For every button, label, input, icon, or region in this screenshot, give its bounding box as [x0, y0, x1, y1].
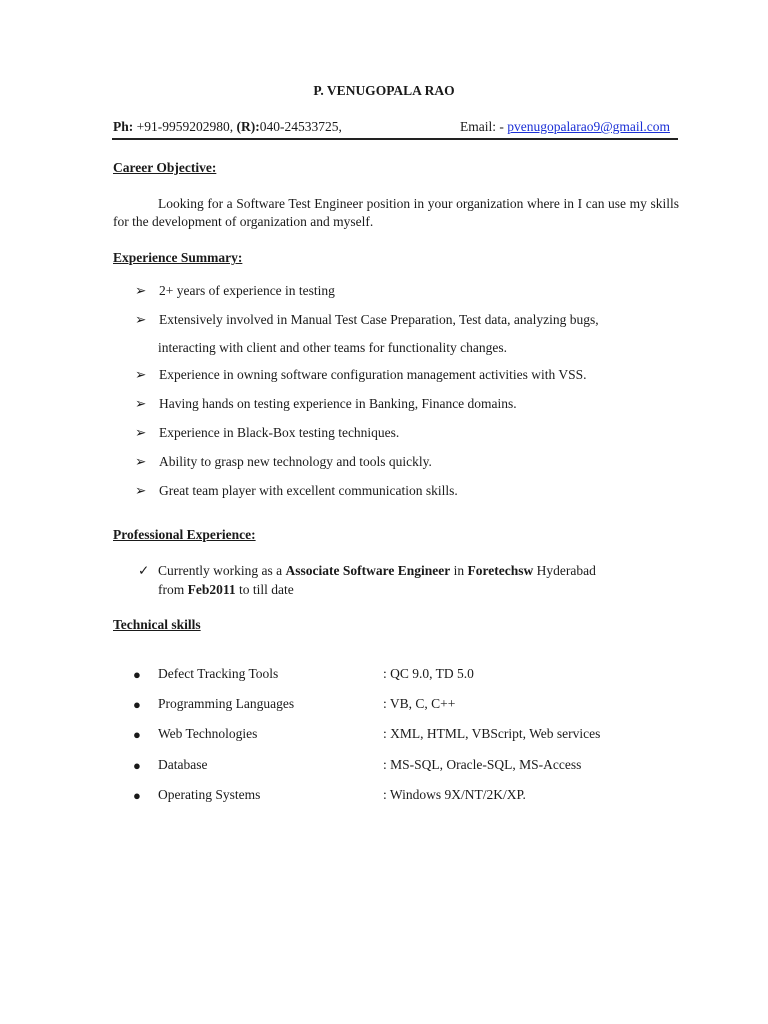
list-item: ➢ Experience in Black-Box testing techniques. [135, 425, 400, 440]
arrow-bullet-icon: ➢ [135, 454, 147, 469]
arrow-bullet-icon: ➢ [135, 367, 147, 382]
job-title: Associate Software Engineer [285, 563, 451, 578]
professional-experience-item: ✓ Currently working as a Associate Software Engineer in Foretechsw Hyderabad from Feb2011 to till date [138, 563, 596, 597]
list-item: ➢ Experience in owning software configuration management activities with VSS. [135, 367, 587, 382]
skill-value: : QC 9.0, TD 5.0 [383, 666, 474, 681]
bullet-dot-icon: ● [133, 697, 141, 712]
skill-value: : VB, C, C++ [383, 696, 456, 711]
career-objective-heading: Career Objective: [113, 160, 217, 175]
list-item: ➢ Great team player with excellent communication skills. [135, 483, 458, 498]
bullet-dot-icon: ● [133, 667, 141, 682]
list-item: ➢ Having hands on testing experience in Banking, Finance domains. [135, 396, 517, 411]
company-name: Foretechsw [467, 563, 534, 578]
professional-experience-heading: Professional Experience: [113, 527, 256, 542]
email-label: Email: - [460, 119, 508, 134]
career-objective-text: Looking for a Software Test Engineer position in your organization where in I can use my skills for the development of organization and myself. [113, 196, 679, 229]
skill-name: Operating Systems [158, 787, 261, 802]
skill-value: : Windows 9X/NT/2K/XP. [383, 787, 526, 802]
technical-skills-heading: Technical skills [113, 617, 201, 632]
start-date: Feb2011 [187, 582, 236, 597]
experience-summary-heading: Experience Summary: [113, 250, 243, 265]
arrow-bullet-icon: ➢ [135, 312, 147, 327]
skill-name: Programming Languages [158, 696, 295, 711]
skill-name: Defect Tracking Tools [158, 666, 279, 681]
skill-value: : XML, HTML, VBScript, Web services [383, 726, 601, 741]
arrow-bullet-icon: ➢ [135, 483, 147, 498]
header-divider [112, 138, 678, 140]
bullet-dot-icon: ● [133, 758, 141, 773]
skill-name: Database [158, 757, 208, 772]
skill-value: : MS-SQL, Oracle-SQL, MS-Access [383, 757, 582, 772]
list-item: ➢ Extensively involved in Manual Test Case Preparation, Test data, analyzing bugs, [135, 312, 599, 327]
arrow-bullet-icon: ➢ [135, 396, 147, 411]
bullet-dot-icon: ● [133, 727, 141, 742]
arrow-bullet-icon: ➢ [135, 425, 147, 440]
residence-number: 040-24533725, [259, 119, 342, 134]
residence-label: (R): [236, 119, 260, 134]
checkmark-icon: ✓ [138, 563, 150, 578]
list-item: ➢ Ability to grasp new technology and tools quickly. [135, 454, 432, 469]
list-item-continuation: interacting with client and other teams for functionality changes. [158, 340, 508, 355]
candidate-name: P. VENUGOPALA RAO [313, 83, 455, 98]
arrow-bullet-icon: ➢ [135, 283, 147, 298]
contact-phones [113, 119, 342, 135]
phone-number: +91-9959202980, [133, 119, 237, 134]
skill-name: Web Technologies [158, 726, 258, 741]
contact-email [460, 119, 670, 135]
bullet-dot-icon: ● [133, 788, 141, 803]
email-link[interactable]: pvenugopalarao9@gmail.com [507, 119, 671, 134]
phone-label: Ph: [113, 119, 134, 134]
list-item: ➢ 2+ years of experience in testing [135, 283, 335, 298]
